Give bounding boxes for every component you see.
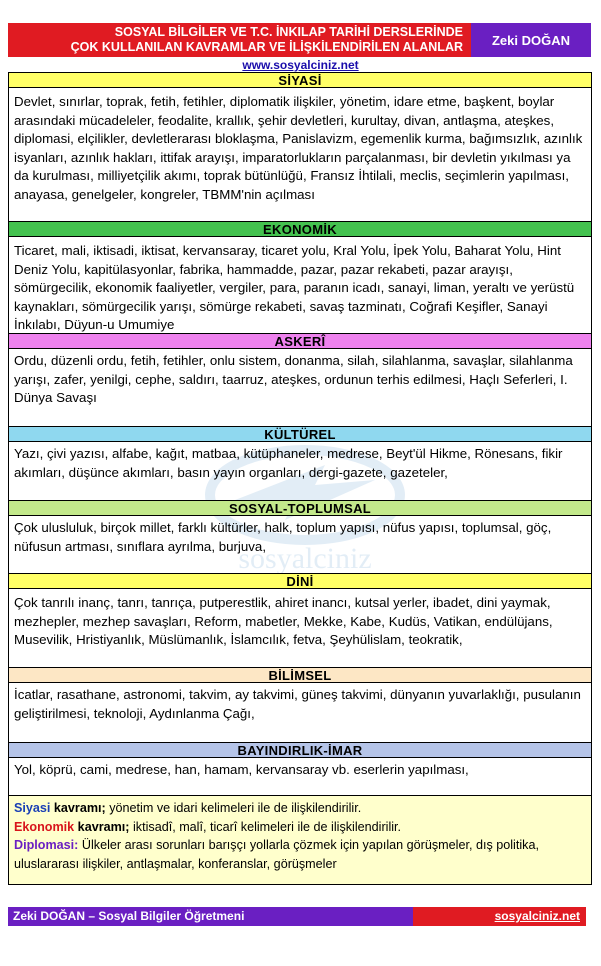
section-kulturel-body: Yazı, çivi yazısı, alfabe, kağıt, matbaa, kütüphaneler, medrese, Beyt'ül Hikme, Rönesans, fikir akımları, düşünce akımları, basın yayın organları, dergi-gazete, gazeteler, [14, 446, 563, 480]
section-kulturel-title: KÜLTÜREL [9, 426, 591, 442]
section-siyasi-body: Devlet, sınırlar, toprak, fetih, fetihler, diplomatik ilişkiler, yönetim, idare etme, başkent, boylar arasındaki mücadeleler, feodalite, krallık, şehir devletleri, kurultay, divan, antlaşma, ateşkes, diplomasi, elçilikler, devletlerarası bloklaşma, Panislavizm, egemenlik kurma, bağımsızlık, azınlık isyanları, azınlık hakları, ittifak arayışı, imparatorlukların parçalanması, bir devletin yıkılması ya da kurulması, milliyetçilik akımı, toprak bütünlüğü, Fransız İhtilali, meclis, seçimlerin yapılması, anayasa, genelgeler, kongreler, TBMM'nin açılması [14, 94, 583, 202]
section-dini-title: DİNİ [9, 573, 591, 589]
site-link[interactable]: www.sosyalciniz.net [242, 58, 359, 72]
note-ekonomik [14, 818, 591, 837]
section-bilimsel-title: BİLİMSEL [9, 667, 591, 683]
note-diplomasi [14, 836, 591, 873]
section-ekonomik-body: Ticaret, mali, iktisadi, iktisat, kervansaray, ticaret yolu, Kral Yolu, İpek Yolu, Baharat Yolu, Hint Deniz Yolu, kapitülasyonlar, fabrika, hammadde, pazar, pazar rekabeti, pazar arayışı, sömürgecilik, ekonomik faaliyetler, vergiler, para, paranın icadı, sanayi, liman, yeraltı ve yerüstü kaynakları, sömürgecilik yarışı, sömürge rekabeti, savaş tazminatı, Coğrafi Keşifler, Sanayi İnkılabı, Düyun-u Umumiye [14, 243, 575, 333]
note-diplomasi-text: Ülkeler arası sorunları barışçı yollarla çözmek için yapılan görüşmeler, dış politika, uluslararası ilişkiler, antlaşmalar, konferanslar, görüşmeler [14, 838, 539, 871]
header-title-line1: SOSYAL BİLGİLER VE T.C. İNKILAP TARİHİ DERSLERİNDE [114, 25, 463, 39]
page-footer [8, 907, 586, 926]
section-bayindirlik-body: Yol, köprü, cami, medrese, han, hamam, kervansaray vb. eserlerin yapılması, [14, 762, 469, 777]
note-ekonomik-term: Ekonomik [14, 819, 75, 834]
note-siyasi [14, 799, 591, 818]
footer-author: Zeki DOĞAN – Sosyal Bilgiler Öğretmeni [8, 907, 413, 926]
note-siyasi-keyword: kavramı; [50, 801, 106, 815]
note-siyasi-term: Siyasi [14, 801, 51, 815]
header-author: Zeki DOĞAN [471, 23, 591, 57]
header-title-line2: ÇOK KULLANILAN KAVRAMLAR VE İLİŞKİLENDİRİLEN ALANLAR [70, 40, 463, 54]
section-askeri-title: ASKERÎ [9, 333, 591, 349]
note-ekonomik-text: iktisadî, malî, ticarî kelimeleri ile de ilişkilendirilir. [129, 819, 402, 834]
section-sosyal-title: SOSYAL-TOPLUMSAL [9, 500, 591, 516]
note-diplomasi-term: Diplomasi: [14, 838, 79, 852]
notes-box [9, 795, 591, 884]
header-title [8, 23, 471, 57]
footer-site-link[interactable]: sosyalciniz.net [413, 907, 586, 926]
note-ekonomik-keyword: kavramı; [74, 819, 130, 834]
section-bilimsel-body: İcatlar, rasathane, astronomi, takvim, ay takvimi, güneş takvimi, dünyanın yuvarlaklığı, pusulanın geliştirilmesi, teknoloji, Aydınlanma Çağı, [14, 687, 581, 721]
section-bayindirlik-title: BAYINDIRLIK-İMAR [9, 742, 591, 758]
section-ekonomik-title: EKONOMİK [9, 221, 591, 237]
section-sosyal-body: Çok ulusluluk, birçok millet, farklı kültürler, halk, toplum yapısı, nüfus yapısı, toplumsal, göç, nüfusun artması, sınıflara ayrılma, burjuva, [14, 520, 552, 554]
note-siyasi-text: yönetim ve idari kelimeleri ile de ilişkilendirilir. [105, 801, 362, 815]
section-askeri-body: Ordu, düzenli ordu, fetih, fetihler, onlu sistem, donanma, silah, silahlanma, savaşlar, silahlanma yarışı, zafer, yenilgi, cephe, saldırı, taarruz, ateşkes, ordunun terhis edilmesi, Haçlı Seferleri, I. Dünya Savaşı [14, 353, 573, 406]
section-dini-body: Çok tanrılı inanç, tanrı, tanrıça, putperestlik, ahiret inancı, kutsal yerler, ibadet, dini yaymak, mezhepler, mezhep savaşları, Reform, mabetler, Mekke, Kabe, Kudüs, Vatikan, endülüjans, Musevilik, Hristiyanlık, Müslümanlık, İslamcılık, fetva, Şeyhülislam, teokratik, [14, 595, 553, 648]
section-siyasi-title: SİYASİ [9, 72, 591, 88]
watermark-text: sosyalciniz [238, 542, 372, 575]
page-header [8, 23, 591, 57]
